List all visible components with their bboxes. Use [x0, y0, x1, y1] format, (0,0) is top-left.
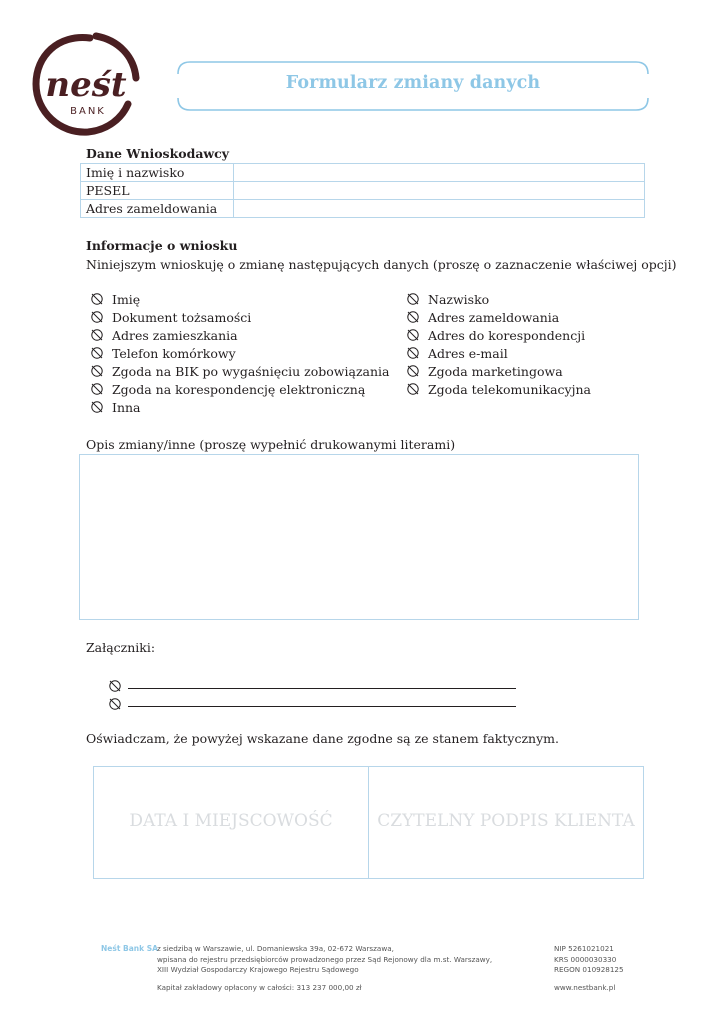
option-zgoda-korespondencja[interactable] — [90, 382, 365, 397]
footer-regon: REGON 010928125 — [554, 965, 624, 974]
option-zgoda-bik[interactable] — [90, 364, 389, 379]
nest-bank-logo — [30, 30, 142, 138]
footer-register: wpisana do rejestru przedsiębiorców prowadzonego przez Sąd Rejonowy dla m.st. Warszawy, — [157, 954, 493, 964]
name-field[interactable] — [234, 164, 645, 182]
attachments-label: Załączniki: — [86, 640, 156, 655]
form-title: Formularz zmiany danych — [285, 73, 541, 93]
option-label: Zgoda na korespondencję elektroniczną — [112, 382, 366, 397]
attachment-line-field[interactable] — [128, 679, 516, 689]
logo-sub-text: BANK — [70, 106, 106, 117]
option-label: Zgoda telekomunikacyjna — [428, 382, 591, 397]
option-nazwisko[interactable] — [406, 292, 489, 307]
request-intro: Niniejszym wnioskuję o zmianę następujących danych (proszę o zaznaczenie właściwej opcji) — [86, 257, 677, 272]
option-label: Imię — [112, 292, 141, 307]
option-inna[interactable] — [90, 400, 141, 415]
table-row — [81, 182, 645, 200]
checkbox-icon[interactable] — [406, 364, 420, 378]
registered-address-field[interactable] — [234, 200, 645, 218]
option-adres-zameldowania[interactable] — [406, 310, 559, 325]
checkbox-icon[interactable] — [90, 292, 104, 306]
checkbox-icon[interactable] — [90, 382, 104, 396]
option-imie[interactable] — [90, 292, 140, 307]
applicant-table — [80, 163, 645, 218]
checkbox-icon[interactable] — [108, 697, 122, 711]
footer-address: z siedzibą w Warszawie, ul. Domaniewska 39a, 02-672 Warszawa, — [157, 944, 394, 953]
name-label: Imię i nazwisko — [81, 164, 234, 182]
pesel-label: PESEL — [81, 182, 234, 200]
footer-court: XIII Wydział Gospodarczy Krajowego Rejestru Sądowego — [157, 965, 359, 974]
attachment-row[interactable] — [108, 697, 516, 713]
option-adres-zamieszkania[interactable] — [90, 328, 238, 343]
option-dokument-tozsamosci[interactable] — [90, 310, 251, 325]
applicant-heading: Dane Wnioskodawcy — [86, 146, 230, 161]
option-label: Inna — [112, 400, 141, 415]
attachment-line-field[interactable] — [128, 697, 516, 707]
checkbox-icon[interactable] — [406, 292, 420, 306]
table-row — [81, 200, 645, 218]
footer-brand: Neśt Bank SA — [101, 944, 158, 953]
option-adres-email[interactable] — [406, 346, 508, 361]
footer-ids — [554, 944, 674, 993]
checkbox-icon[interactable] — [90, 400, 104, 414]
checkbox-icon[interactable] — [90, 346, 104, 360]
checkbox-icon[interactable] — [406, 382, 420, 396]
checkbox-icon[interactable] — [406, 328, 420, 342]
option-label: Adres do korespondencji — [428, 328, 586, 343]
option-label: Zgoda marketingowa — [428, 364, 563, 379]
client-signature-field[interactable]: CZYTELNY PODPIS KLIENTA — [377, 811, 635, 831]
logo-brand-text: neśt — [45, 65, 127, 105]
checkbox-icon[interactable] — [90, 310, 104, 324]
table-row — [81, 164, 645, 182]
pesel-field[interactable] — [234, 182, 645, 200]
option-zgoda-marketingowa[interactable] — [406, 364, 563, 379]
request-heading: Informacje o wniosku — [86, 238, 238, 253]
description-field[interactable] — [79, 454, 639, 620]
option-label: Dokument tożsamości — [112, 310, 252, 325]
option-label: Adres e-mail — [428, 346, 508, 361]
description-label: Opis zmiany/inne (proszę wypełnić drukowanymi literami) — [86, 437, 456, 452]
checkbox-icon[interactable] — [406, 346, 420, 360]
checkbox-icon[interactable] — [90, 328, 104, 342]
option-adres-korespondencji[interactable] — [406, 328, 585, 343]
footer-capital: Kapitał zakładowy opłacony w całości: 313 237 000,00 zł — [157, 982, 362, 992]
option-label: Nazwisko — [428, 292, 490, 307]
option-zgoda-telekomunikacyjna[interactable] — [406, 382, 591, 397]
footer-nip: NIP 5261021021 — [554, 944, 614, 953]
registered-address-label: Adres zameldowania — [81, 200, 234, 218]
option-label: Zgoda na BIK po wygaśnięciu zobowiązania — [112, 364, 390, 379]
option-label: Telefon komórkowy — [112, 346, 236, 361]
declaration-text: Oświadczam, że powyżej wskazane dane zgodne są ze stanem faktycznym. — [86, 731, 559, 746]
checkbox-icon[interactable] — [406, 310, 420, 324]
checkbox-icon[interactable] — [90, 364, 104, 378]
footer-website[interactable]: www.nestbank.pl — [554, 982, 616, 992]
checkbox-icon[interactable] — [108, 679, 122, 693]
date-place-field[interactable]: DATA I MIEJSCOWOŚĆ — [129, 811, 333, 831]
footer-legal — [157, 944, 517, 993]
attachment-row[interactable] — [108, 679, 516, 695]
option-telefon-komorkowy[interactable] — [90, 346, 236, 361]
option-label: Adres zameldowania — [428, 310, 560, 325]
footer-krs: KRS 0000030330 — [554, 954, 617, 964]
option-label: Adres zamieszkania — [112, 328, 238, 343]
footer-company — [101, 944, 159, 955]
